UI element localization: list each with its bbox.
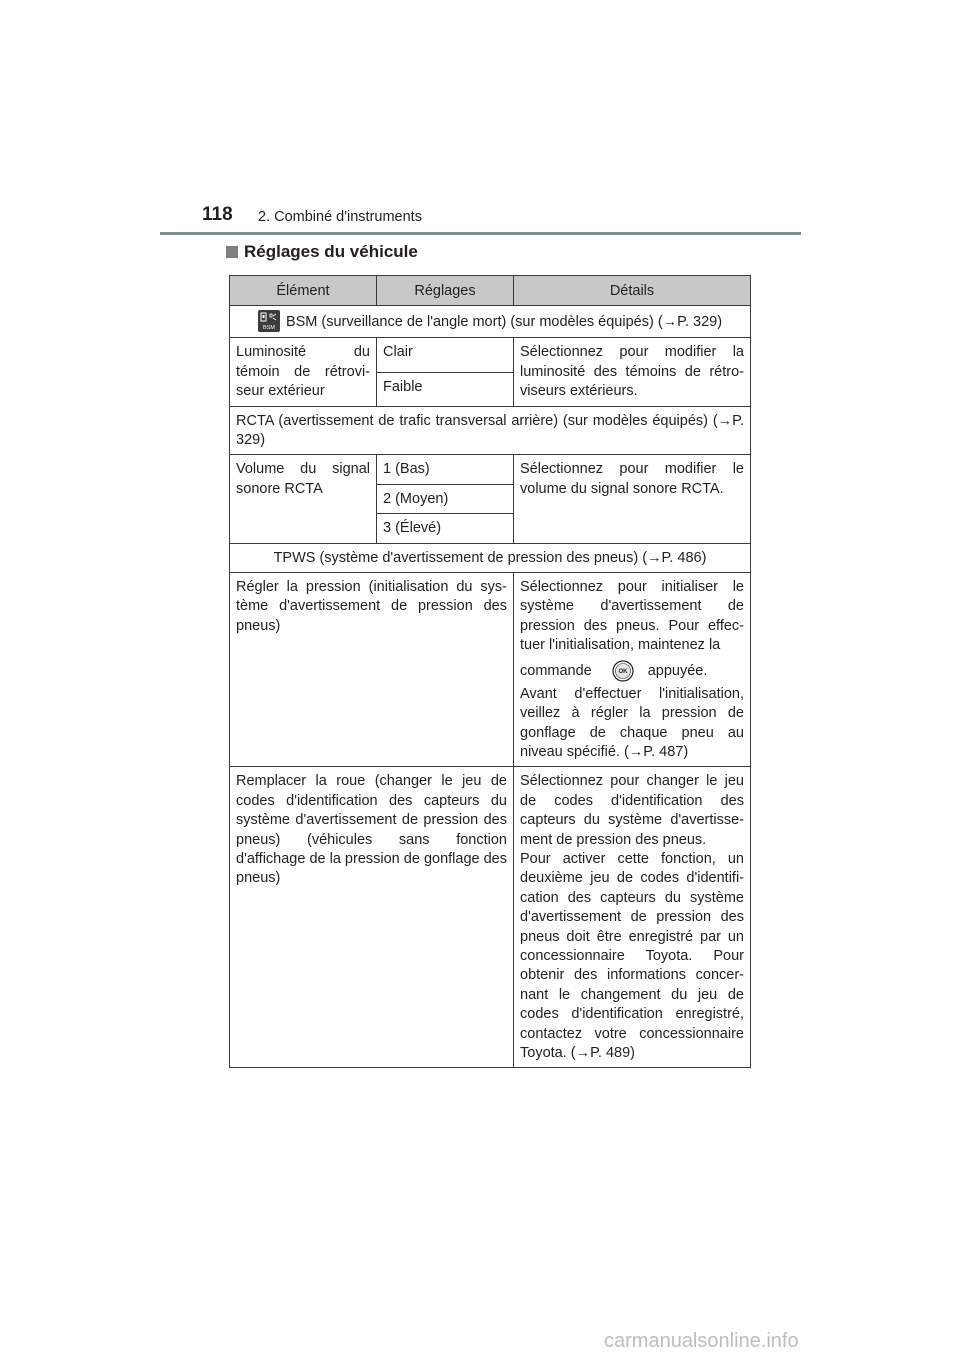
section-heading — [226, 242, 418, 262]
header-rule — [160, 232, 801, 235]
bsm-heading-text: BSM (surveillance de l'angle mort) (sur modèles équipés) (→P. 329) — [285, 314, 723, 331]
watermark-text: carmanualsonline.info — [604, 1330, 799, 1352]
setting-volume-low: 1 (Bas) — [377, 455, 514, 484]
bsm-heading-cell — [230, 306, 751, 338]
setting-faible: Faible — [377, 372, 514, 406]
volume-detail-cell: Sélectionnez pour modifier le volume du signal sonore RCTA. — [514, 455, 751, 543]
column-header-settings: Réglages — [377, 276, 514, 306]
section-title: Réglages du véhicule — [244, 242, 418, 261]
table-row — [230, 338, 751, 372]
pressure-detail-text-2: Avant d'effectuer l'initialisation, veillez à régler la pression de gonflage de chaque pneu au niveau spécifié. (→P. 487) — [520, 685, 744, 760]
luminosity-item-cell: Luminosité du témoin de rétrovi-seur extérieur — [230, 338, 377, 406]
pressure-detail-command-end: appuyée. — [647, 662, 708, 679]
table-row — [230, 767, 751, 1068]
rcta-heading-cell: RCTA (avertissement de trafic transversal arrière) (sur modèles équipés) (→P. 329) — [230, 406, 751, 455]
square-bullet-icon — [226, 246, 238, 258]
pressure-detail-command: commande — [520, 662, 592, 679]
table-row-tpws-heading — [230, 543, 751, 572]
table-row-rcta-heading — [230, 406, 751, 455]
chapter-title: 2. Combiné d'instruments — [258, 209, 422, 225]
wheel-detail-cell — [514, 767, 751, 1068]
pressure-detail-text-1: Sélectionnez pour initialiser le système d'avertissement de pression des pneus. Pour effec-tuer l'initialisation, maintenez la — [520, 579, 744, 654]
volume-item-cell: Volume du signal sonore RCTA — [230, 455, 377, 543]
column-header-details: Détails — [514, 276, 751, 306]
pressure-item-cell: Régler la pression (initialisation du sys-tème d'avertissement de pression des pneus) — [230, 573, 514, 767]
luminosity-detail-cell: Sélectionnez pour modifier la luminosité des témoins de rétro-viseurs extérieurs. — [514, 338, 751, 406]
wheel-detail-text-2: Pour activer cette fonction, un deuxième jeu de codes d'identifi-cation des capteurs du système d'avertissement de pression des pneus doit être enregistré par un concessionnaire Toyota. Pour obtenir des informations concer-nant le changement du jeu de codes d'identification enregistré, contactez votre concessionnaire Toyota. (→P. 489) — [520, 850, 744, 1061]
setting-volume-high: 3 (Élevé) — [377, 514, 514, 543]
table-header-row — [230, 276, 751, 306]
tpws-heading-cell: TPWS (système d'avertissement de pression des pneus) (→P. 486) — [230, 543, 751, 572]
settings-table — [229, 275, 751, 1068]
bsm-icon — [258, 310, 280, 332]
svg-text:OK: OK — [618, 668, 628, 675]
ok-button-icon — [612, 660, 634, 682]
wheel-item-cell: Remplacer la roue (changer le jeu de codes d'identification des capteurs du système d'avertissement de pression des pneus) (véhicules sans fonction d'affichage de la pression de gonflage des pneus) — [230, 767, 514, 1068]
table-row — [230, 455, 751, 484]
pressure-detail-command-line — [520, 660, 744, 682]
table-row-bsm-heading — [230, 306, 751, 338]
setting-volume-medium: 2 (Moyen) — [377, 484, 514, 513]
table-row — [230, 573, 751, 767]
column-header-element: Élément — [230, 276, 377, 306]
pressure-detail-cell — [514, 573, 751, 767]
page-number: 118 — [202, 204, 233, 225]
setting-clair: Clair — [377, 338, 514, 372]
wheel-detail-text-1: Sélectionnez pour changer le jeu de codes d'identification des capteurs du système d'avertisse-ment de pression des pneus. — [520, 773, 744, 848]
svg-text:BSM: BSM — [262, 325, 275, 332]
